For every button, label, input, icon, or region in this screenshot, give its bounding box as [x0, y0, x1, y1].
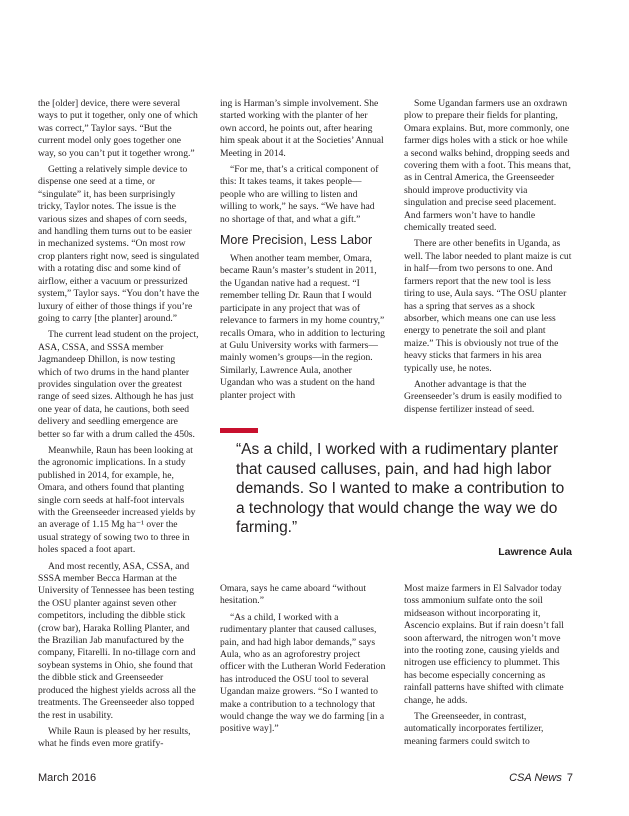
- paragraph: Most maize farmers in El Salvador today toss ammonium sulfate onto the soil midseason without incorporating it, Ascencio explains. But if rain doesn’t fall soon afterward, the nitrogen won’t move into the rooting zone, causing yields and nitrogen use efficiency to plummet. This has become especially concerning as rainfall patterns have shifted with climate change, he adds.: [404, 583, 564, 706]
- pull-quote-text: “As a child, I worked with a rudimentary planter that caused calluses, pain, and had high labor demands. So I wanted to make a contribution to a technology that would change the way we do farming.”: [236, 441, 565, 537]
- pull-quote-attribution: Lawrence Aula: [498, 546, 572, 558]
- paragraph: “As a child, I worked with a rudimentary planter that caused calluses, pain, and had high labor demands,” says Aula, who as an agroforestry project officer with the Lutheran World Federation has introduced the OSU tool to several Ugandan maize growers. “So I wanted to make a contribution to a technology that would change the way we do farming [in a positive way].”: [220, 611, 386, 735]
- paragraph: There are other benefits in Uganda, as well. The labor needed to plant maize is cut in half—from two persons to one. And farmers report that the new tool is less tiring to use, Aula says. “The OSU planter has a spring that serves as a shock absorber, which means one can use less energy to penetrate the soil and plant maize.” This is obviously not true of the heavy sticks that farmers in his area typically use, he notes.: [404, 238, 572, 374]
- footer-date: March 2016: [38, 772, 97, 784]
- article-column-1: [38, 98, 200, 755]
- article-column-2: [220, 98, 386, 406]
- section-subheading: More Precision, Less Labor: [220, 233, 373, 248]
- paragraph: Getting a relatively simple device to dispense one seed at a time, or “singulate” it, has been surprisingly tricky, Taylor notes. The issue is the various sizes and shapes of corn seeds, and handling them turns out to be easier in mechanized systems. “On most row crop planters right now, seed is singulated with a rotating disc and some kind of airflow, either a vacuum or pressurized system,” Taylor says. “You don’t have the luxury of either of those things if you’re going to carry [the planter] around.”: [38, 164, 200, 324]
- pull-quote: [220, 428, 572, 566]
- article-column-2-lower: [220, 583, 386, 740]
- paragraph: Another advantage is that the Greenseeder’s drum is easily modified to dispense fertilizer instead of seed.: [404, 378, 562, 415]
- article-column-3-lower: [404, 583, 572, 752]
- article-column-3: [404, 98, 572, 420]
- pull-quote-accent-bar: [220, 428, 258, 433]
- paragraph: When another team member, Omara, became Raun’s master’s student in 2011, the Ugandan native had a request. “I remember telling Dr. Raun that I would participate in any project that was of relevance to farmers in my home country,” recalls Omara, who in addition to lecturing at Gulu University works with farmers—mainly women’s groups—in the region. Similarly, Lawrence Aula, another Ugandan who was a student on the hand planter project with: [220, 253, 385, 401]
- paragraph: The current lead student on the project, ASA, CSSA, and SSSA member Jagmandeep Dhillon, is now testing which of two drums in the hand planter provides singulation over the greatest range of seed sizes. Although he has just one year of data, he cautions, both seed delivery and seedling emergence are better so far with a drum called the 450s.: [38, 329, 199, 440]
- paragraph: While Raun is pleased by her results, what he finds even more gratify-: [38, 725, 191, 750]
- paragraph: The Greenseeder, in contrast, automatically incorporates fertilizer, meaning farmers could switch to: [404, 711, 544, 747]
- paragraph: the [older] device, there were several ways to put it together, only one of which was correct,” Taylor says. “But the current model only goes together one way, so you can’t put it together wrong.”: [38, 98, 198, 159]
- page-number: 7: [566, 772, 573, 784]
- footer-publication: CSA News: [509, 772, 562, 784]
- paragraph: And most recently, ASA, CSSA, and SSSA member Becca Harman at the University of Tennessee has been testing the OSU planter against seven other competitors, including the dibble stick (crow bar), Haraka Rolling Planter, and the Brazilian Jab manufactured by the company, Fitarelli. In no-tillage corn and soybean systems in Ohio, she found that the dibble stick and Greenseeder produced the highest yields across all the treatments. The Greenseeder also topped the rest in usability.: [38, 560, 196, 721]
- footer-folio: [509, 772, 573, 784]
- paragraph: Some Ugandan farmers use an oxdrawn plow to prepare their fields for planting, Omara explains. But, more commonly, one farmer digs holes with a stick or hoe while a second walks behind, dropping seeds and covering them with a foot. This means that, as in Central America, the Greenseeder should improve productivity via singulation and precise seed placement. And farmers won’t have to handle chemically treated seed.: [404, 98, 571, 234]
- paragraph: Meanwhile, Raun has been looking at the agronomic implications. In a study published in 2014, for example, he, Omara, and others found that planting single corn seeds at half-foot intervals with the Greenseeder increased yields by an average of 1.15 Mg ha⁻¹ over the usual strategy of sowing two to three in holes spaced a foot apart.: [38, 444, 196, 556]
- paragraph: ing is Harman’s simple involvement. She started working with the planter of her own accord, he points out, after hearing him speak about it at the Societies’ Annual Meeting in 2014.: [220, 98, 384, 159]
- paragraph: Omara, says he came aboard “without hesitation.”: [220, 583, 366, 607]
- paragraph: “For me, that’s a critical component of this: It takes teams, it takes people—people who are willing to listen and willing to work,” he says. “We have had no shortage of that, and what a gift.”: [220, 164, 379, 225]
